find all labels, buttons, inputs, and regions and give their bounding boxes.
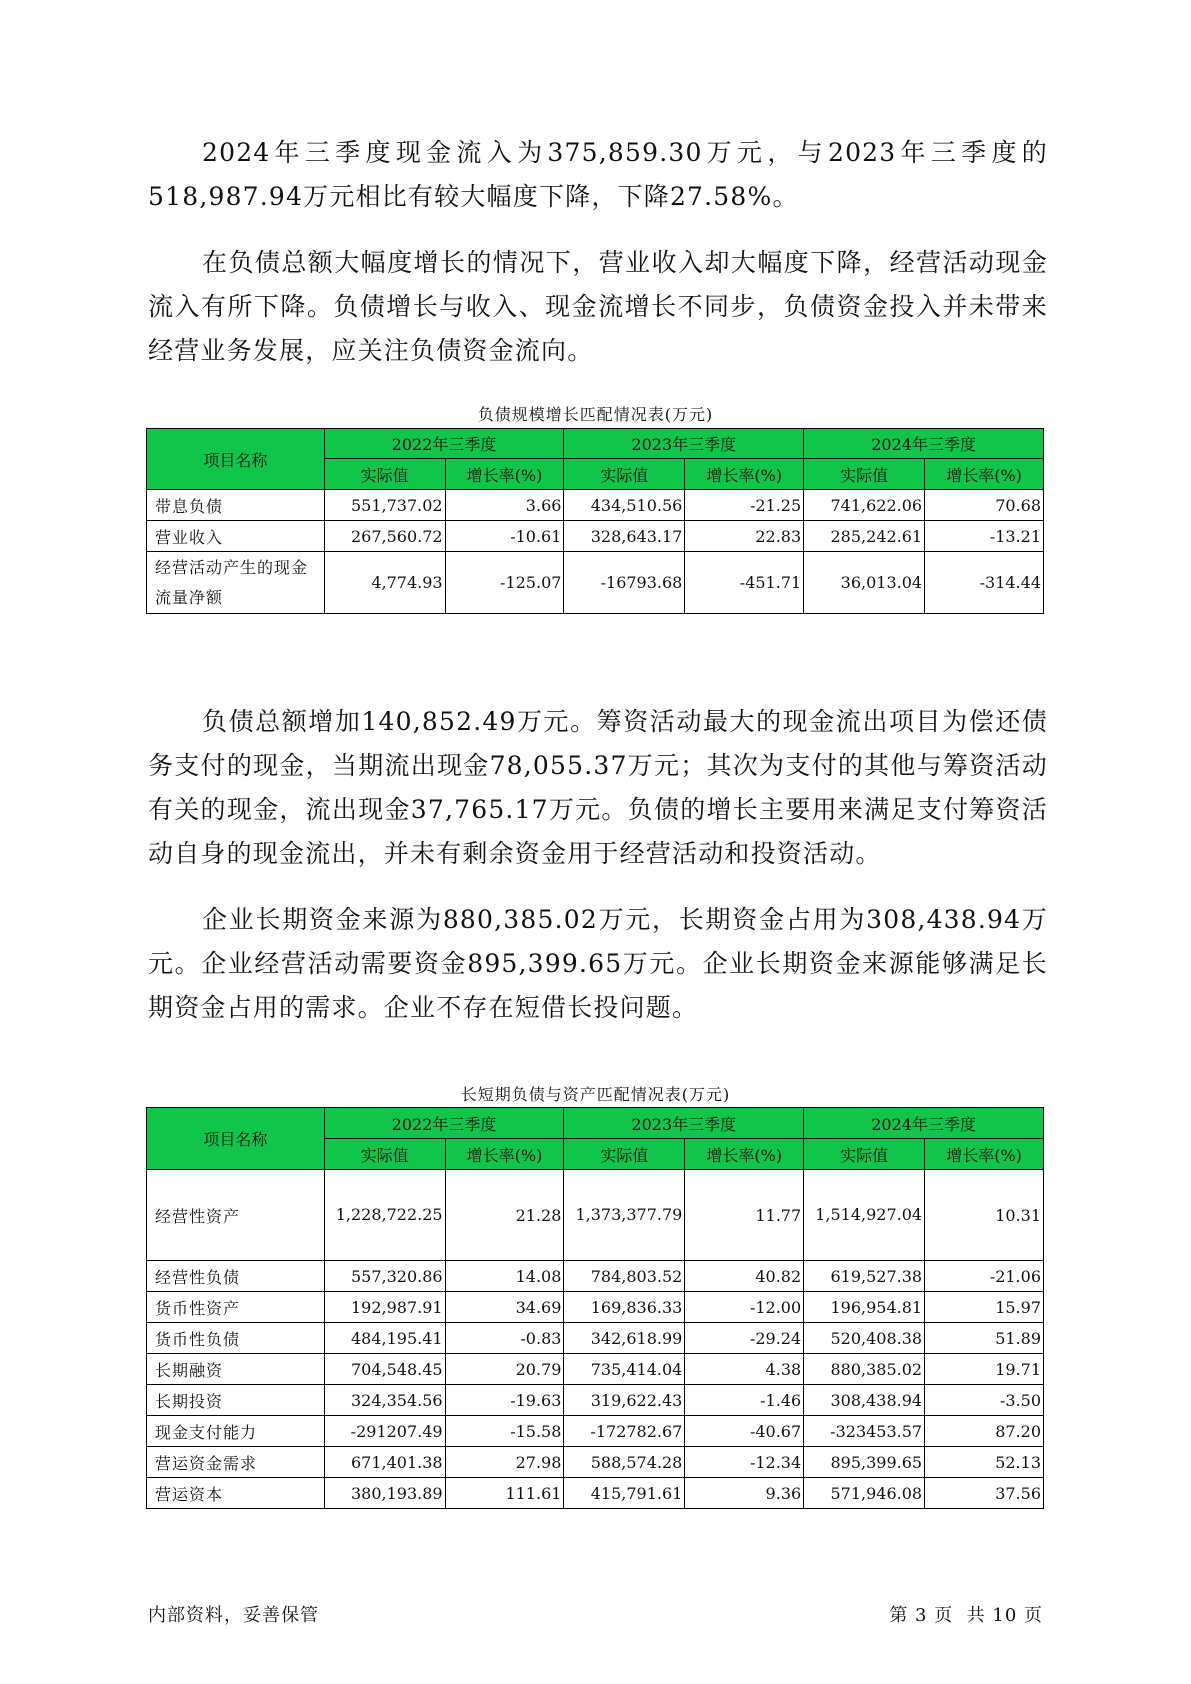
paragraph-cash-inflow: 2024年三季度现金流入为375,859.30万元，与2023年三季度的518,987.94万元相比有较大幅度下降，下降27.58%。 xyxy=(148,138,1048,211)
row-label: 现金支付能力 xyxy=(147,1416,325,1447)
cell-value: 196,954.81 xyxy=(804,1292,925,1323)
cell-value: 192,987.91 xyxy=(324,1292,445,1323)
paragraph-debt-increase: 负债总额增加140,852.49万元。筹资活动最大的现金流出项目为偿还债务支付的现金，当期流出现金78,055.37万元；其次为支付的其他与筹资活动有关的现金，流出现金37,765.17万元。负债的增长主要用来满足支付筹资活动自身的现金流出，并未有剩余资金用于经营活动和投资活动。 xyxy=(148,707,1048,868)
table-row xyxy=(147,521,1044,552)
cell-value: -29.24 xyxy=(685,1323,804,1354)
cell-value: 704,548.45 xyxy=(324,1354,445,1385)
header-actual: 实际值 xyxy=(324,1139,445,1170)
cell-value: 1,514,927.04 xyxy=(804,1170,925,1261)
cell-value: 4.38 xyxy=(685,1354,804,1385)
cell-value: 4,774.93 xyxy=(324,552,445,614)
header-growth: 增长率(%) xyxy=(445,1139,564,1170)
header-actual: 实际值 xyxy=(564,1139,685,1170)
header-growth: 增长率(%) xyxy=(445,459,564,490)
table-row xyxy=(147,490,1044,521)
table-row xyxy=(147,1447,1044,1478)
cell-value: 285,242.61 xyxy=(804,521,925,552)
cell-value: 551,737.02 xyxy=(324,490,445,521)
table-row xyxy=(147,1261,1044,1292)
table-row xyxy=(147,1170,1044,1261)
row-label: 经营性负债 xyxy=(147,1261,325,1292)
cell-value: 22.83 xyxy=(685,521,804,552)
footer-page-number: 第 3 页 共 10 页 xyxy=(889,1605,1043,1626)
cell-value: -12.00 xyxy=(685,1292,804,1323)
cell-value: 880,385.02 xyxy=(804,1354,925,1385)
row-label: 营业收入 xyxy=(147,521,325,552)
cell-value: 70.68 xyxy=(925,490,1044,521)
cell-value: 741,622.06 xyxy=(804,490,925,521)
cell-value: -16793.68 xyxy=(564,552,685,614)
row-label: 营运资金需求 xyxy=(147,1447,325,1478)
cell-value: -19.63 xyxy=(445,1385,564,1416)
header-item-name: 项目名称 xyxy=(147,429,325,490)
cell-value: -3.50 xyxy=(925,1385,1044,1416)
cell-value: 328,643.17 xyxy=(564,521,685,552)
cell-value: -323453.57 xyxy=(804,1416,925,1447)
cell-value: -40.67 xyxy=(685,1416,804,1447)
cell-value: 111.61 xyxy=(445,1478,564,1509)
header-period-2023: 2023年三季度 xyxy=(564,1108,804,1139)
header-actual: 实际值 xyxy=(564,459,685,490)
paragraph-debt-growth: 在负债总额大幅度增长的情况下，营业收入却大幅度下降，经营活动现金流入有所下降。负债增长与收入、现金流增长不同步，负债资金投入并未带来经营业务发展，应关注负债资金流向。 xyxy=(148,248,1048,365)
cell-value: 9.36 xyxy=(685,1478,804,1509)
table1-caption: 负债规模增长匹配情况表(万元) xyxy=(477,405,714,424)
footer-left-note: 内部资料，妥善保管 xyxy=(148,1605,319,1626)
table-row xyxy=(147,1478,1044,1509)
cell-value: 40.82 xyxy=(685,1261,804,1292)
cell-value: 784,803.52 xyxy=(564,1261,685,1292)
table-row xyxy=(147,1416,1044,1447)
debt-scale-table xyxy=(146,428,1044,614)
cell-value: 15.97 xyxy=(925,1292,1044,1323)
cell-value: 169,836.33 xyxy=(564,1292,685,1323)
header-growth: 增长率(%) xyxy=(685,1139,804,1170)
row-label: 长期融资 xyxy=(147,1354,325,1385)
cell-value: 37.56 xyxy=(925,1478,1044,1509)
header-actual: 实际值 xyxy=(804,1139,925,1170)
cell-value: 319,622.43 xyxy=(564,1385,685,1416)
liability-asset-match-table xyxy=(146,1107,1044,1509)
cell-value: -451.71 xyxy=(685,552,804,614)
cell-value: -21.06 xyxy=(925,1261,1044,1292)
cell-value: 415,791.61 xyxy=(564,1478,685,1509)
row-label: 带息负债 xyxy=(147,490,325,521)
table-row xyxy=(147,1323,1044,1354)
cell-value: 619,527.38 xyxy=(804,1261,925,1292)
table-row xyxy=(147,552,1044,614)
cell-value: -1.46 xyxy=(685,1385,804,1416)
cell-value: 11.77 xyxy=(685,1170,804,1261)
cell-value: -21.25 xyxy=(685,490,804,521)
header-period-2024: 2024年三季度 xyxy=(804,1108,1044,1139)
cell-value: 342,618.99 xyxy=(564,1323,685,1354)
cell-value: 484,195.41 xyxy=(324,1323,445,1354)
cell-value: 1,228,722.25 xyxy=(324,1170,445,1261)
header-period-2022: 2022年三季度 xyxy=(324,429,564,459)
cell-value: 520,408.38 xyxy=(804,1323,925,1354)
header-period-2022: 2022年三季度 xyxy=(324,1108,564,1139)
cell-value: 308,438.94 xyxy=(804,1385,925,1416)
header-period-2024: 2024年三季度 xyxy=(804,429,1044,459)
cell-value: -125.07 xyxy=(445,552,564,614)
cell-value: -291207.49 xyxy=(324,1416,445,1447)
cell-value: 52.13 xyxy=(925,1447,1044,1478)
cell-value: 557,320.86 xyxy=(324,1261,445,1292)
cell-value: 380,193.89 xyxy=(324,1478,445,1509)
header-growth: 增长率(%) xyxy=(685,459,804,490)
cell-value: 27.98 xyxy=(445,1447,564,1478)
cell-value: 324,354.56 xyxy=(324,1385,445,1416)
cell-value: 895,399.65 xyxy=(804,1447,925,1478)
cell-value: 20.79 xyxy=(445,1354,564,1385)
table-row xyxy=(147,1385,1044,1416)
header-item-name: 项目名称 xyxy=(147,1108,325,1170)
cell-value: 571,946.08 xyxy=(804,1478,925,1509)
table-row xyxy=(147,1292,1044,1323)
row-label: 货币性负债 xyxy=(147,1323,325,1354)
cell-value: 10.31 xyxy=(925,1170,1044,1261)
row-label: 经营性资产 xyxy=(147,1170,325,1261)
cell-value: -10.61 xyxy=(445,521,564,552)
cell-value: 19.71 xyxy=(925,1354,1044,1385)
header-actual: 实际值 xyxy=(804,459,925,490)
header-actual: 实际值 xyxy=(324,459,445,490)
row-label: 经营活动产生的现金流量净额 xyxy=(147,552,325,614)
header-period-2023: 2023年三季度 xyxy=(564,429,804,459)
cell-value: -13.21 xyxy=(925,521,1044,552)
cell-value: 87.20 xyxy=(925,1416,1044,1447)
row-label: 长期投资 xyxy=(147,1385,325,1416)
header-growth: 增长率(%) xyxy=(925,459,1044,490)
table-row xyxy=(147,1354,1044,1385)
cell-value: -0.83 xyxy=(445,1323,564,1354)
cell-value: -172782.67 xyxy=(564,1416,685,1447)
cell-value: 588,574.28 xyxy=(564,1447,685,1478)
cell-value: 34.69 xyxy=(445,1292,564,1323)
cell-value: 735,414.04 xyxy=(564,1354,685,1385)
cell-value: 1,373,377.79 xyxy=(564,1170,685,1261)
cell-value: 671,401.38 xyxy=(324,1447,445,1478)
row-label: 营运资本 xyxy=(147,1478,325,1509)
paragraph-long-term-funds: 企业长期资金来源为880,385.02万元，长期资金占用为308,438.94万元。企业经营活动需要资金895,399.65万元。企业长期资金来源能够满足长期资金占用的需求。企业不存在短借长投问题。 xyxy=(148,905,1048,1022)
cell-value: 434,510.56 xyxy=(564,490,685,521)
row-label: 货币性资产 xyxy=(147,1292,325,1323)
header-growth: 增长率(%) xyxy=(925,1139,1044,1170)
cell-value: -12.34 xyxy=(685,1447,804,1478)
table2-caption: 长短期负债与资产匹配情况表(万元) xyxy=(460,1085,731,1104)
cell-value: 51.89 xyxy=(925,1323,1044,1354)
cell-value: 3.66 xyxy=(445,490,564,521)
cell-value: -314.44 xyxy=(925,552,1044,614)
cell-value: 21.28 xyxy=(445,1170,564,1261)
cell-value: -15.58 xyxy=(445,1416,564,1447)
cell-value: 14.08 xyxy=(445,1261,564,1292)
cell-value: 267,560.72 xyxy=(324,521,445,552)
cell-value: 36,013.04 xyxy=(804,552,925,614)
